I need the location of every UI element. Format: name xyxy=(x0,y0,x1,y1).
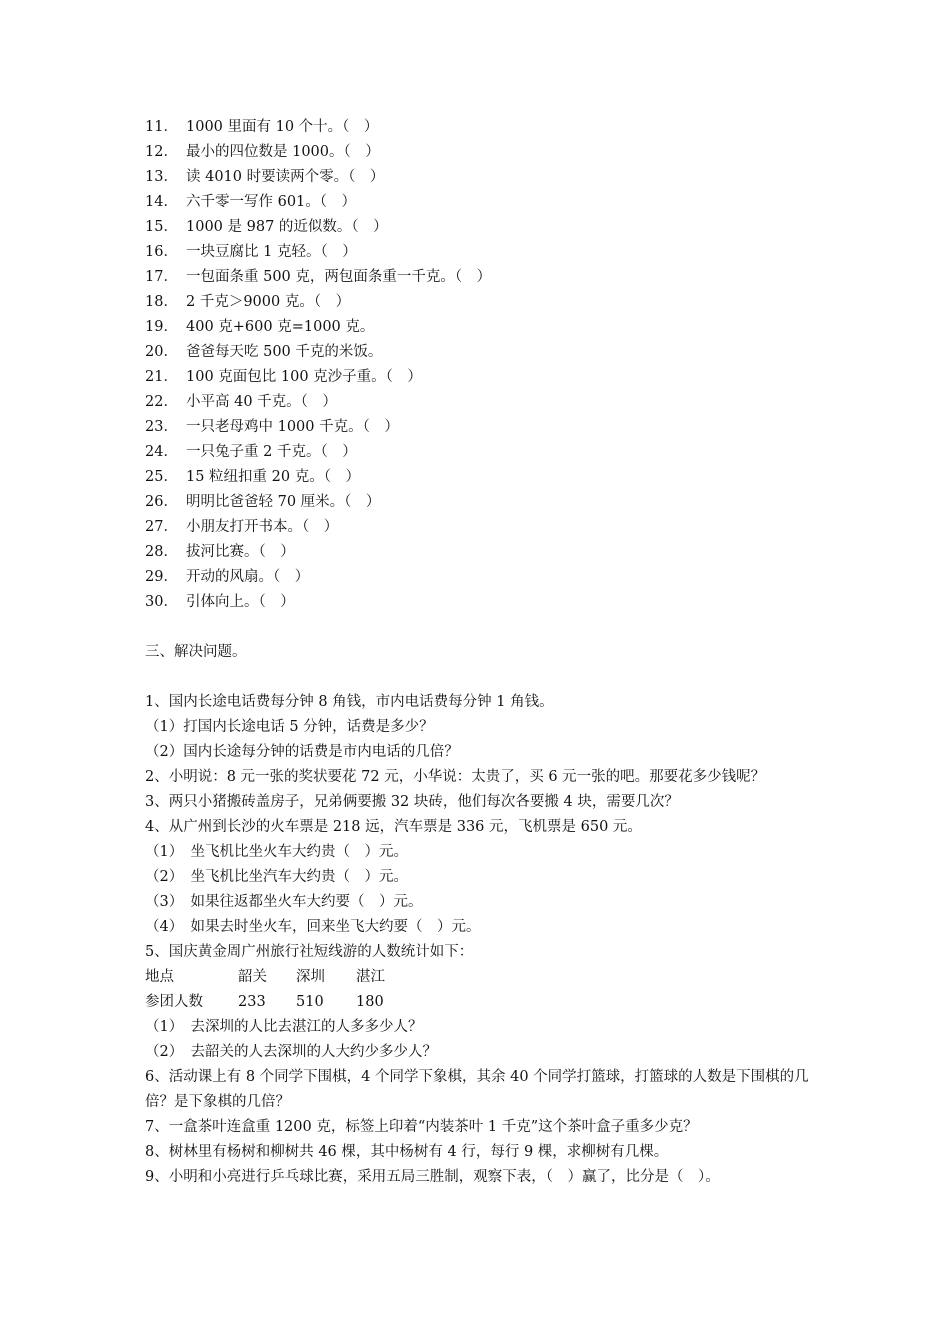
judge-item-number: 15． xyxy=(145,219,178,235)
judge-item-number: 23． xyxy=(145,419,178,435)
problem-7: 7、一盒茶叶连盒重 1200 克，标签上印着“内装茶叶 1 千克”这个茶叶盒子重多少克？ xyxy=(145,1119,698,1135)
judge-item-number: 29． xyxy=(145,569,178,585)
judge-item xyxy=(145,390,835,415)
table-cell: 韶关 xyxy=(238,969,267,985)
judge-item xyxy=(145,340,835,365)
judge-item-text: 2 千克＞9000 克。（ ） xyxy=(186,294,351,310)
judge-item xyxy=(145,565,835,590)
judge-item-number: 11． xyxy=(145,119,178,135)
tour-table-header xyxy=(145,965,835,990)
judge-item-number: 19． xyxy=(145,319,178,335)
table-cell: 参团人数 xyxy=(145,994,203,1010)
judge-item-text: 最小的四位数是 1000。（ ） xyxy=(186,144,380,160)
judge-item-number: 25． xyxy=(145,469,178,485)
judge-item xyxy=(145,165,835,190)
table-cell: 233 xyxy=(238,994,266,1010)
judge-item xyxy=(145,365,835,390)
judge-item-text: 100 克面包比 100 克沙子重。（ ） xyxy=(186,369,422,385)
judge-item xyxy=(145,490,835,515)
problem-2: 2、小明说：8 元一张的奖状要花 72 元，小华说：太贵了，买 6 元一张的吧。那要花多少钱呢？ xyxy=(145,769,766,785)
judge-item-number: 18． xyxy=(145,294,178,310)
problem-5-sub-2: （2） 去韶关的人去深圳的人大约少多少人？ xyxy=(145,1044,437,1060)
judge-item-text: 1000 是 987 的近似数。（ ） xyxy=(186,219,388,235)
judge-item-text: 一包面条重 500 克，两包面条重一千克。（ ） xyxy=(186,269,492,285)
judge-item-text: 1000 里面有 10 个十。（ ） xyxy=(186,119,379,135)
judge-item-text: 读 4010 时要读两个零。（ ） xyxy=(186,169,385,185)
judge-item-text: 一块豆腐比 1 克轻。（ ） xyxy=(186,244,357,260)
problem-1-sub-1: （1）打国内长途电话 5 分钟，话费是多少？ xyxy=(145,719,434,735)
judge-item xyxy=(145,315,835,340)
judge-item xyxy=(145,115,835,140)
judge-item xyxy=(145,190,835,215)
table-cell: 地点 xyxy=(145,969,174,985)
problem-1-sub-2: （2）国内长途每分钟的话费是市内电话的几倍？ xyxy=(145,744,459,760)
judge-item-text: 引体向上。（ ） xyxy=(186,594,295,610)
judge-item xyxy=(145,215,835,240)
judge-item-text: 小平高 40 千克。（ ） xyxy=(186,394,337,410)
problem-6: 6、活动课上有 8 个同学下围棋，4 个同学下象棋，其余 40 个同学打篮球，打篮球的人数是下围棋的几倍？是下象棋的几倍？ xyxy=(145,1069,809,1110)
judge-item-number: 30． xyxy=(145,594,178,610)
problem-4: 4、从广州到长沙的火车票是 218 远，汽车票是 336 元，飞机票是 650 元。 xyxy=(145,819,642,835)
judge-item-text: 明明比爸爸轻 70 厘米。（ ） xyxy=(186,494,381,510)
problem-1: 1、国内长途电话费每分钟 8 角钱，市内电话费每分钟 1 角钱。 xyxy=(145,694,554,710)
judge-item xyxy=(145,440,835,465)
judge-item-number: 21． xyxy=(145,369,178,385)
problem-4-sub-1: （1） 坐飞机比坐火车大约贵（ ）元。 xyxy=(145,844,408,860)
judge-item-text: 爸爸每天吃 500 千克的米饭。 xyxy=(186,344,383,360)
judge-item xyxy=(145,465,835,490)
judge-item-number: 17． xyxy=(145,269,178,285)
problem-4-sub-4: （4） 如果去时坐火车，回来坐飞大约要（ ）元。 xyxy=(145,919,481,935)
problem-4-sub-2: （2） 坐飞机比坐汽车大约贵（ ）元。 xyxy=(145,869,408,885)
judge-list xyxy=(145,115,835,615)
judge-item-number: 22． xyxy=(145,394,178,410)
judge-item xyxy=(145,590,835,615)
table-cell: 湛江 xyxy=(356,969,385,985)
judge-item xyxy=(145,265,835,290)
judge-item-number: 12． xyxy=(145,144,178,160)
table-cell: 深圳 xyxy=(296,969,325,985)
problem-5: 5、国庆黄金周广州旅行社短线游的人数统计如下： xyxy=(145,944,474,960)
judge-item-number: 26． xyxy=(145,494,178,510)
judge-item-text: 一只兔子重 2 千克。（ ） xyxy=(186,444,357,460)
table-cell: 510 xyxy=(296,994,324,1010)
problem-5-sub-1: （1） 去深圳的人比去湛江的人多多少人？ xyxy=(145,1019,423,1035)
section-title: 三、解决问题。 xyxy=(145,644,247,660)
judge-item-text: 拔河比赛。（ ） xyxy=(186,544,295,560)
judge-item-text: 开动的风扇。（ ） xyxy=(186,569,310,585)
document-content xyxy=(145,115,835,1190)
judge-item-text: 400 克+600 克=1000 克。 xyxy=(186,319,375,335)
judge-item-text: 小朋友打开书本。（ ） xyxy=(186,519,339,535)
spacer xyxy=(145,665,835,690)
judge-item-number: 20． xyxy=(145,344,178,360)
problem-3: 3、两只小猪搬砖盖房子，兄弟俩要搬 32 块砖，他们每次各要搬 4 块，需要几次？ xyxy=(145,794,679,810)
table-cell: 180 xyxy=(356,994,384,1010)
judge-item-text: 15 粒纽扣重 20 克。（ ） xyxy=(186,469,360,485)
judge-item xyxy=(145,415,835,440)
judge-item xyxy=(145,515,835,540)
tour-table-row xyxy=(145,990,835,1015)
judge-item-number: 24． xyxy=(145,444,178,460)
judge-item xyxy=(145,140,835,165)
problem-9: 9、小明和小亮进行乒乓球比赛，采用五局三胜制，观察下表，（ ）赢了，比分是（ ）。 xyxy=(145,1169,720,1185)
judge-item-number: 27． xyxy=(145,519,178,535)
judge-item-text: 一只老母鸡中 1000 千克。（ ） xyxy=(186,419,399,435)
judge-item-number: 14． xyxy=(145,194,178,210)
problem-4-sub-3: （3） 如果往返都坐火车大约要（ ）元。 xyxy=(145,894,423,910)
judge-item-number: 16． xyxy=(145,244,178,260)
judge-item-text: 六千零一写作 601。（ ） xyxy=(186,194,357,210)
judge-item-number: 28． xyxy=(145,544,178,560)
spacer xyxy=(145,615,835,640)
judge-item xyxy=(145,290,835,315)
problem-8: 8、树林里有杨树和柳树共 46 棵，其中杨树有 4 行，每行 9 棵，求柳树有几棵。 xyxy=(145,1144,669,1160)
judge-item-number: 13． xyxy=(145,169,178,185)
judge-item xyxy=(145,240,835,265)
judge-item xyxy=(145,540,835,565)
